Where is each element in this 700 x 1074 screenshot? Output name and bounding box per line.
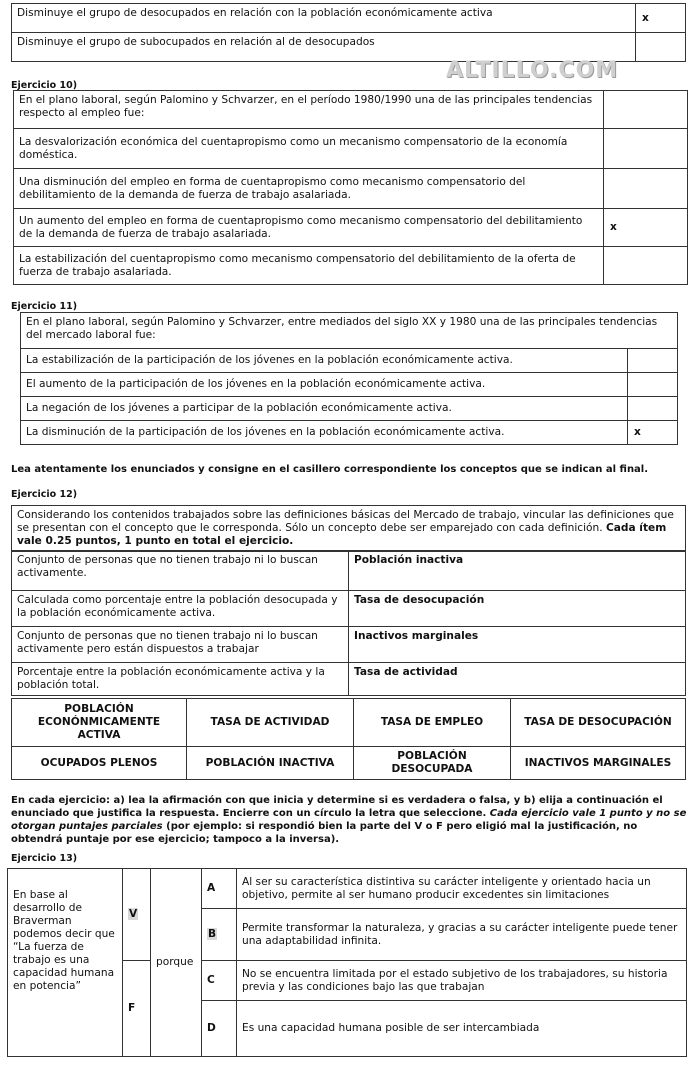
concept-cell: POBLACIÓN DESOCUPADA <box>354 747 511 780</box>
option-text: Un aumento del empleo en forma de cuentapropismo como mecanismo compensatorio del debilitamiento de la demanda de fuerza de trabajo asalariada. <box>14 209 604 247</box>
option-text: La disminución de la participación de los jóvenes en la población económicamente activa. <box>21 421 628 445</box>
exercise-12-intro-cell <box>12 506 686 552</box>
exercise-11-table <box>20 312 678 445</box>
exercise-13-label: Ejercicio 13) <box>11 853 78 864</box>
definition-cell: Calculada como porcentaje entre la población desocupada y la población económicamente activa. <box>12 591 349 627</box>
concept-cell: OCUPADOS PLENOS <box>12 747 187 780</box>
connector-text: porque <box>151 869 202 1057</box>
option-letter <box>202 909 237 961</box>
option-text: Al ser su característica distintiva su carácter inteligente y orientado hacia un objetivo, permite al ser humano producir excedentes sin limitaciones <box>237 869 687 909</box>
answer-mark: x <box>628 421 678 445</box>
answer-mark: x <box>636 4 686 33</box>
definition-cell: Conjunto de personas que no tienen trabajo ni lo buscan activamente. <box>12 551 349 591</box>
option-text: Disminuye el grupo de subocupados en relación al de desocupados <box>12 33 636 62</box>
option-text: No se encuentra limitada por el estado subjetivo de los trabajadores, su historia previa y las condiciones bajo las que trabajan <box>237 961 687 1001</box>
instruction-paragraph <box>11 794 691 846</box>
instruction-part: En cada ejercicio: a) lea la afirmación con que inicia y determine si es verdadera o falsa, y b) elija a continuación el enunciado que justifica la respuesta. Encierre con un círculo la letra que seleccione. <box>11 795 663 819</box>
concept-answer: Tasa de desocupación <box>349 591 686 627</box>
option-text: La estabilización de la participación de los jóvenes en la población económicamente activa. <box>21 349 628 373</box>
answer-mark <box>604 91 688 129</box>
option-letter: A <box>202 869 237 909</box>
false-option: F <box>123 961 151 1057</box>
exercise-11-label: Ejercicio 11) <box>11 301 78 312</box>
exercise-10-question: En el plano laboral, según Palomino y Schvarzer, en el período 1980/1990 una de las principales tendencias respecto al empleo fue: <box>14 91 604 129</box>
exercise-12-pairs-table <box>11 550 686 696</box>
option-letter: D <box>202 1001 237 1057</box>
true-option <box>123 869 151 961</box>
exercise-12-intro-text: Considerando los contenidos trabajados sobre las definiciones básicas del Mercado de trabajo, vincular las definiciones que se presentan con el concepto que le corresponda. Sólo un concepto debe ser emparejado con cada definición. <box>17 509 674 534</box>
option-text: El aumento de la participación de los jóvenes en la población económicamente activa. <box>21 373 628 397</box>
watermark: ALTILLO.COM <box>446 58 619 83</box>
concept-cell: INACTIVOS MARGINALES <box>511 747 686 780</box>
option-text: La desvalorización económica del cuentapropismo como un mecanismo compensatorio de la economía doméstica. <box>14 129 604 169</box>
option-text: Permite transformar la naturaleza, y gracias a su carácter inteligente puede tener una adaptabilidad infinita. <box>237 909 687 961</box>
exercise-13-table <box>7 868 687 1057</box>
definition-cell: Porcentaje entre la población económicamente activa y la población total. <box>12 663 349 696</box>
option-text: La estabilización del cuentapropismo como mecanismo compensatorio del debilitamiento de la oferta de fuerza de trabajo asalariada. <box>14 247 604 285</box>
answer-mark <box>628 373 678 397</box>
concept-cell: TASA DE EMPLEO <box>354 699 511 747</box>
concept-answer: Población inactiva <box>349 551 686 591</box>
concept-answer: Inactivos marginales <box>349 627 686 663</box>
exercise-11-question: En el plano laboral, según Palomino y Schvarzer, entre mediados del siglo XX y 1980 una de las principales tendencias del mercado laboral fue: <box>21 313 678 349</box>
definition-cell: Conjunto de personas que no tienen trabajo ni lo buscan activamente pero están dispuestos a trabajar <box>12 627 349 663</box>
answer-mark <box>628 397 678 421</box>
answer-mark <box>636 33 686 62</box>
exercise-12-label: Ejercicio 12) <box>11 489 78 500</box>
concept-cell: POBLACIÓN INACTIVA <box>187 747 354 780</box>
concept-cell: TASA DE ACTIVIDAD <box>187 699 354 747</box>
answer-mark <box>604 129 688 169</box>
option-text: Una disminución del empleo en forma de cuentapropismo como mecanismo compensatorio del debilitamiento de la demanda de fuerza de trabajo asalariada. <box>14 169 604 209</box>
option-letter: C <box>202 961 237 1001</box>
option-text: Es una capacidad humana posible de ser intercambiada <box>237 1001 687 1057</box>
answer-mark: x <box>604 209 688 247</box>
instruction-italic: Cada ejercicio vale 1 punto y no se otorgan puntajes parciales <box>11 808 687 832</box>
answer-mark <box>604 247 688 285</box>
concept-cell: POBLACIÓN ECONÓNMICAMENTE ACTIVA <box>12 699 187 747</box>
concept-cell: TASA DE DESOCUPACIÓN <box>511 699 686 747</box>
selected-option-letter: B <box>208 928 217 940</box>
exercise-13-statement: En base al desarrollo de Braverman podemos decir que “La fuerza de trabajo es una capacidad humana en potencia” <box>8 869 123 1057</box>
instruction-tail: (por ejemplo: si respondió bien la parte del V o F pero eligió mal la justificación, no obtendrá puntaje por ese ejercicio; tampoco a la inversa). <box>11 821 638 845</box>
answer-mark <box>604 169 688 209</box>
true-option-label: V <box>129 908 138 920</box>
exercise-10-table <box>13 90 688 285</box>
concept-answer: Tasa de actividad <box>349 663 686 696</box>
exercise-12-points-text: Cada ítem vale 0.25 puntos, 1 punto en total el ejercicio. <box>17 522 667 547</box>
exercise-12-intro <box>11 505 686 552</box>
concepts-grid <box>11 698 686 780</box>
top-options-table <box>11 3 686 62</box>
answer-mark <box>628 349 678 373</box>
option-text: Disminuye el grupo de desocupados en relación con la población económicamente activa <box>12 4 636 33</box>
option-text: La negación de los jóvenes a participar de la población económicamente activa. <box>21 397 628 421</box>
exercise-10-label: Ejercicio 10) <box>11 80 78 91</box>
instruction-text: Lea atentamente los enunciados y consigne en el casillero correspondiente los conceptos que se indican al final. <box>11 464 649 475</box>
